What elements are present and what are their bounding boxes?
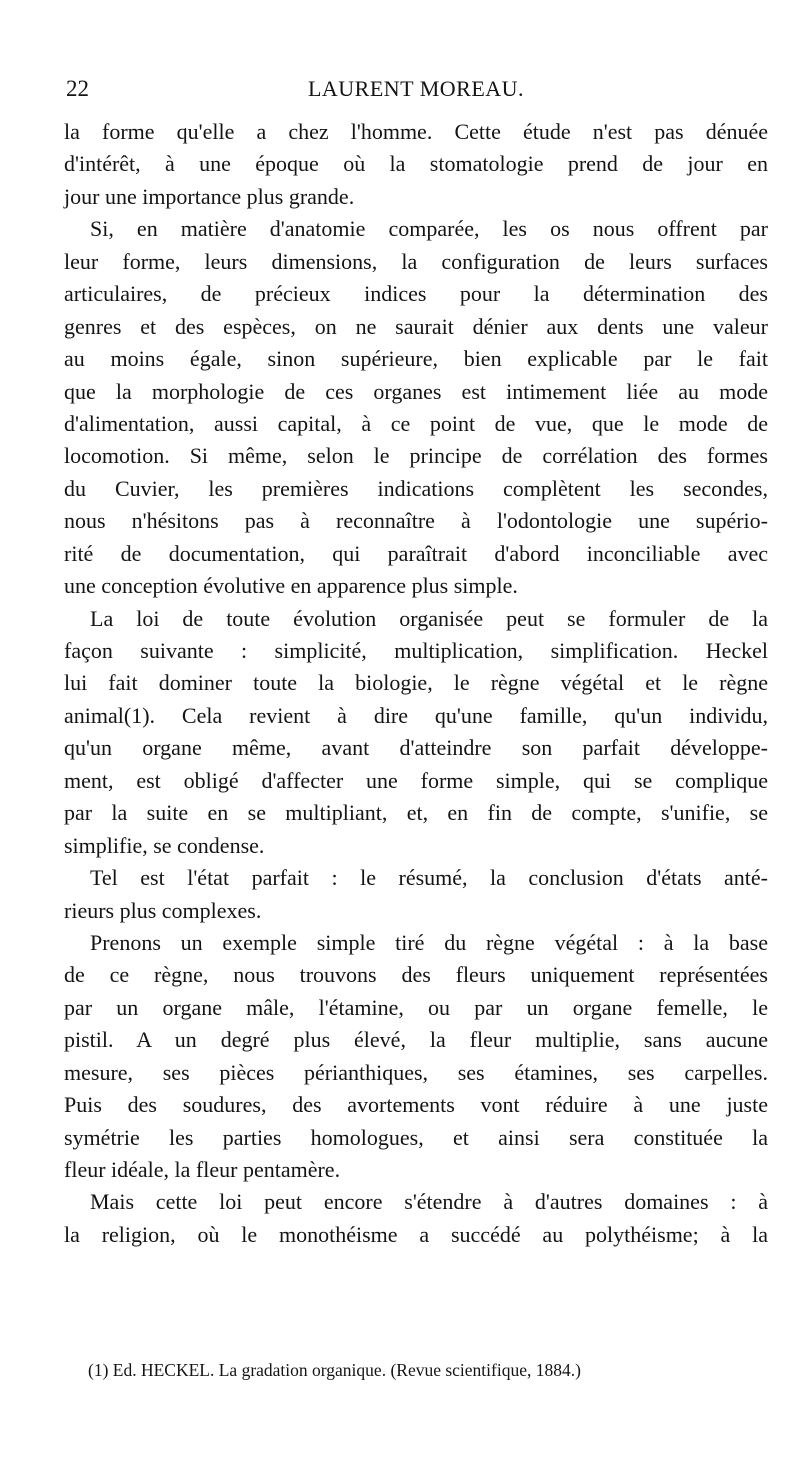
- page-header: [62, 76, 770, 112]
- text-line: Prenons un exemple simple tiré du règne végétal : à la base: [90, 929, 768, 955]
- text-line: rité de documentation, qui paraîtrait d'abord inconciliable avec: [64, 540, 768, 566]
- text-line: du Cuvier, les premières indications complètent les secondes,: [64, 475, 768, 501]
- text-line: mesure, ses pièces périanthiques, ses étamines, ses carpelles.: [64, 1059, 768, 1085]
- text-line: au moins égale, sinon supérieure, bien explicable par le fait: [64, 346, 768, 372]
- running-title: LAURENT MOREAU.: [307, 76, 525, 101]
- text-line: qu'un organe même, avant d'atteindre son parfait développe-: [64, 735, 768, 761]
- text-line: Si, en matière d'anatomie comparée, les os nous offrent par: [90, 216, 768, 242]
- text-line: par la suite en se multipliant, et, en fin de compte, s'unifie, se: [64, 800, 768, 826]
- text-line: de ce règne, nous trouvons des fleurs uniquement représentées: [64, 962, 768, 988]
- text-line: la forme qu'elle a chez l'homme. Cette étude n'est pas dénuée: [64, 119, 768, 144]
- text-line: simplifie, se condense.: [64, 832, 265, 858]
- text-line: nous n'hésitons pas à reconnaître à l'odontologie une supério-: [64, 508, 768, 534]
- text-line: pistil. A un degré plus élevé, la fleur multiplie, sans aucune: [64, 1027, 768, 1053]
- text-line: animal(1). Cela revient à dire qu'une famille, qu'un individu,: [64, 702, 768, 728]
- text-line: Mais cette loi peut encore s'étendre à d'autres domaines : à: [90, 1189, 768, 1215]
- text-line: Tel est l'état parfait : le résumé, la conclusion d'états anté-: [90, 865, 768, 891]
- text-line: Puis des soudures, des avortements vont réduire à une juste: [64, 1092, 768, 1118]
- text-line: fleur idéale, la fleur pentamère.: [64, 1157, 341, 1182]
- page-number: 22: [66, 76, 89, 101]
- text-line: genres et des espèces, on ne saurait dénier aux dents une valeur: [64, 313, 768, 339]
- body-text: [64, 116, 768, 1251]
- text-line: par un organe mâle, l'étamine, ou par un organe femelle, le: [64, 994, 768, 1020]
- text-line: d'intérêt, à une époque où la stomatologie prend de jour en: [64, 151, 768, 177]
- text-line: locomotion. Si même, selon le principe de corrélation des formes: [64, 443, 768, 469]
- text-line: ment, est obligé d'affecter une forme simple, qui se complique: [64, 767, 768, 793]
- text-line: rieurs plus complexes.: [64, 897, 262, 923]
- text-line: leur forme, leurs dimensions, la configuration de leurs surfaces: [64, 248, 768, 274]
- text-line: articulaires, de précieux indices pour la détermination des: [64, 281, 768, 307]
- text-line: jour une importance plus grande.: [64, 183, 355, 209]
- text-line: que la morphologie de ces organes est intimement liée au mode: [64, 378, 768, 404]
- text-line: La loi de toute évolution organisée peut se formuler de la: [90, 605, 768, 631]
- footnote: (1) Ed. HECKEL. La gradation organique. (Revue scientifique, 1884.): [88, 1360, 581, 1380]
- text-line: d'alimentation, aussi capital, à ce point de vue, que le mode de: [64, 410, 768, 436]
- text-line: la religion, où le monothéisme a succédé au polythéisme; à la: [64, 1221, 768, 1247]
- text-line: façon suivante : simplicité, multiplication, simplification. Heckel: [64, 638, 768, 663]
- text-line: une conception évolutive en apparence plus simple.: [64, 573, 518, 599]
- text-line: lui fait dominer toute la biologie, le règne végétal et le règne: [64, 670, 768, 696]
- text-line: symétrie les parties homologues, et ainsi sera constituée la: [64, 1124, 768, 1150]
